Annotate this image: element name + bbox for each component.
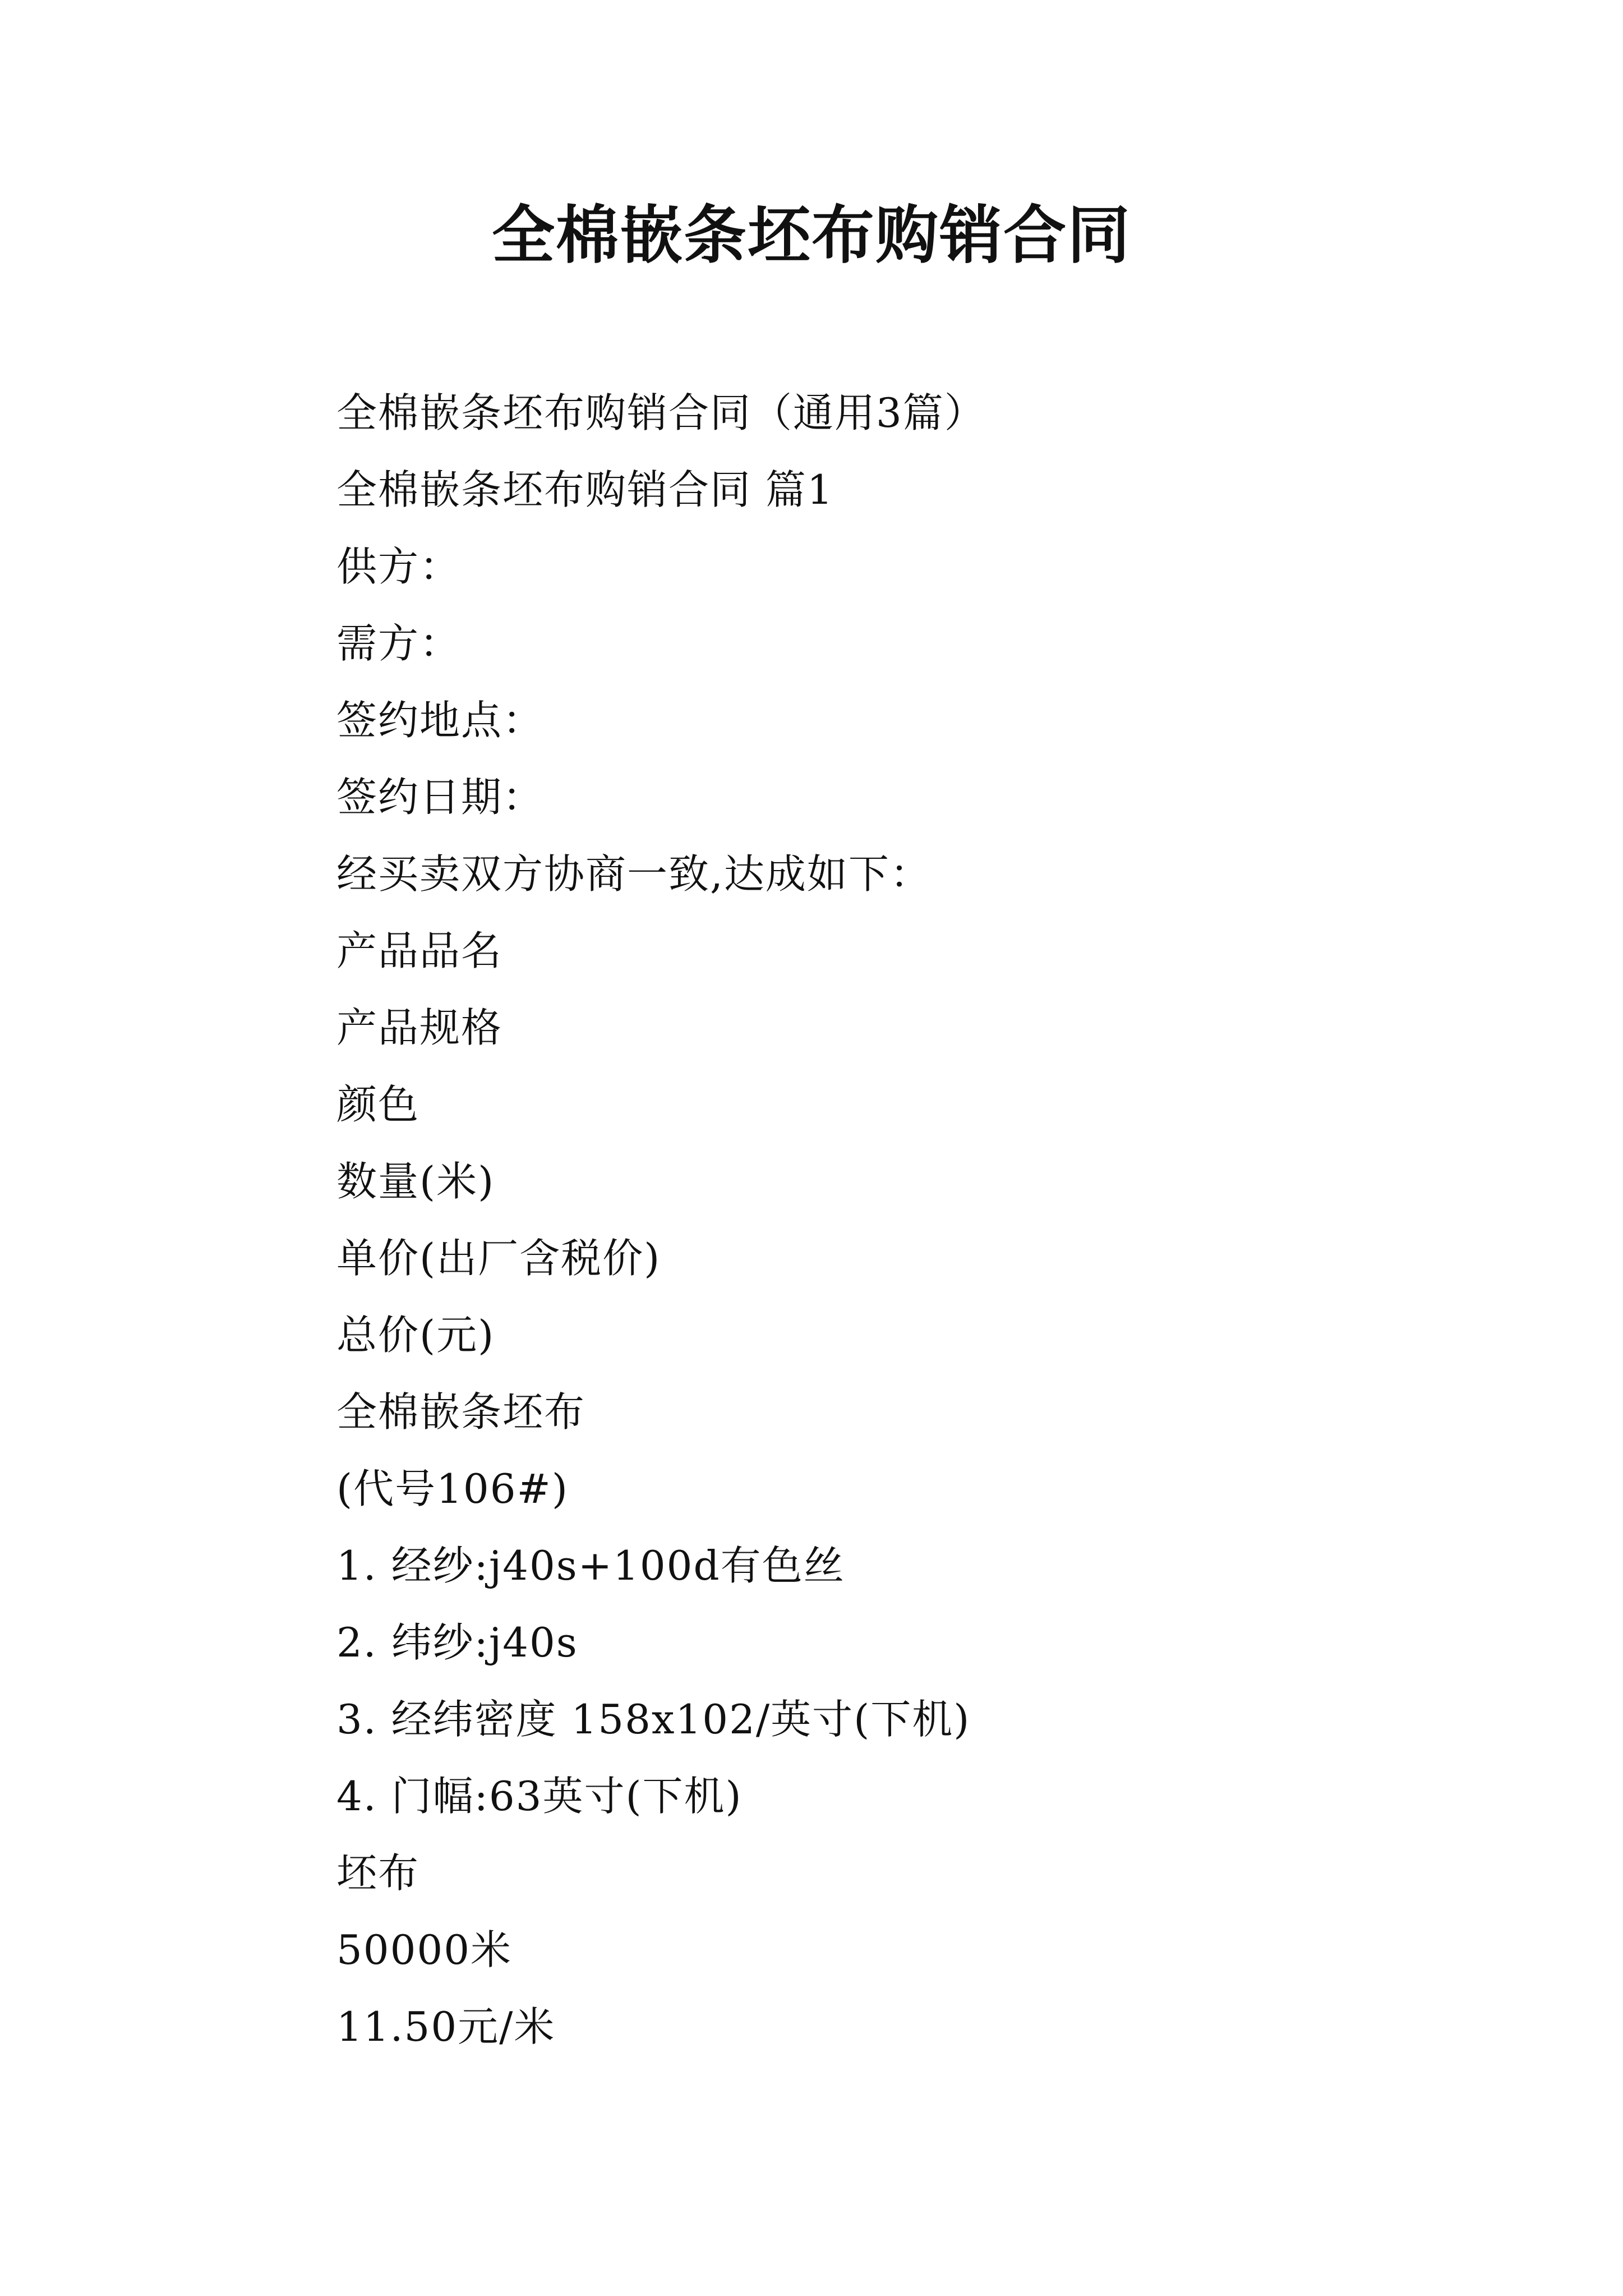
document-line: 50000米	[336, 1926, 513, 1973]
document-line: 11.50元/米	[336, 2003, 556, 2050]
document-line: 1. 经纱:j40s+100d有色丝	[336, 1542, 845, 1589]
document-line: 坯布	[336, 1849, 420, 1897]
document-line: 单价(出厂含税价)	[336, 1235, 661, 1282]
document-line: 产品品名	[336, 927, 503, 974]
document-title: 全棉嵌条坯布购销合同	[492, 199, 1131, 272]
document-line: 需方：	[336, 620, 462, 667]
document-line: 3. 经纬密度 158x102/英寸(下机)	[336, 1696, 971, 1743]
document-line: 数量(米)	[336, 1158, 495, 1205]
document-line: 4. 门幅:63英寸(下机)	[336, 1773, 743, 1820]
document-line: 签约日期：	[336, 774, 545, 821]
document-line: 全棉嵌条坯布购销合同 篇1	[336, 466, 834, 513]
document-body	[336, 375, 1514, 2065]
document-line: 总价(元)	[336, 1312, 495, 1359]
document-line: (代号106#)	[336, 1465, 569, 1512]
document-line: 颜色	[336, 1081, 420, 1128]
document-line: 产品规格	[336, 1004, 503, 1051]
document-line: 供方：	[336, 543, 462, 590]
document-line: 签约地点：	[336, 697, 545, 744]
document-line: 全棉嵌条坯布	[336, 1388, 586, 1435]
document-line: 经买卖双方协商一致,达成如下：	[336, 850, 932, 898]
document-line: 2. 纬纱:j40s	[336, 1619, 578, 1666]
document-line: 全棉嵌条坯布购销合同（通用3篇）	[336, 389, 986, 436]
